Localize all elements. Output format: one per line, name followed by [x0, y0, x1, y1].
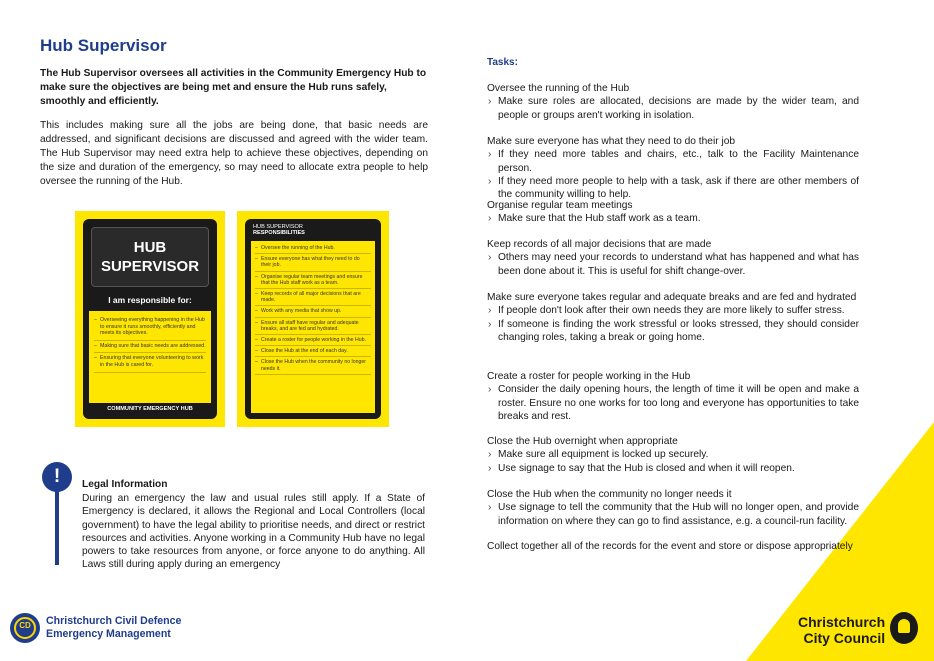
intro-paragraph: This includes making sure all the jobs are being done, that basic needs are addressed, and significant decisions are discussed and agreed with the wider team. The Hub Supervisor may need extra help to achieve these objectives, depending on the size and duration of the emergency, so may need to allocate extra people to help oversee the running of the Hub.	[40, 120, 428, 187]
task-heading: Create a roster for people working in the Hub	[487, 371, 691, 382]
task-bullet: › Use signage to tell the community that the Hub will no longer open, and provide information on where they can go to find assistance, e.g. a council-run facility.	[487, 501, 859, 528]
card-footer: COMMUNITY EMERGENCY HUB	[107, 406, 193, 412]
list-item: – Ensure all staff have regular and adequate breaks, and are fed and hydrated.	[255, 318, 371, 335]
responsibilities-card	[237, 211, 389, 427]
task-bullet: › Use signage to say that the Hub is closed and when it will reopen.	[487, 462, 859, 475]
task-item	[487, 291, 859, 344]
task-item	[487, 435, 859, 475]
list-item: – Overseeing everything happening in the Hub to ensure it runs smoothly, efficiently and meets its objectives.	[94, 315, 206, 341]
task-heading: Close the Hub overnight when appropriate	[487, 436, 678, 447]
list-item: – Ensuring that everyone volunteering to work in the Hub is cared for.	[94, 353, 206, 372]
task-bullet: › If someone is finding the work stressful or looks stressed, they should consider changing roles, taking a break or going home.	[487, 318, 859, 345]
responsibility-list	[251, 241, 375, 413]
card-header-line1: HUB SUPERVISOR	[253, 224, 303, 230]
task-heading: Organise regular team meetings	[487, 200, 633, 211]
task-heading: Make sure everyone has what they need to do their job	[487, 136, 736, 147]
list-item: – Making sure that basic needs are addressed.	[94, 341, 206, 354]
legal-text: During an emergency the law and usual rules still apply. If a State of Emergency is declared, it allows the Regional and Local Controllers (local government) to have the legal ability to prioritise needs, and direct or restrict resources and activities. Anyone working in a Community Hub have no legal powers to take resources from anyone, or force anyone to do anything. All Laws still during apply during an emergency	[82, 493, 425, 571]
page-title: Hub Supervisor	[40, 36, 167, 55]
list-item: – Keep records of all major decisions that are made.	[255, 289, 371, 306]
task-item	[487, 199, 859, 226]
task-bullet: › Make sure roles are allocated, decisions are made by the wider team, and people or groups aren't working in isolation.	[487, 95, 859, 122]
responsible-heading: I am responsible for:	[108, 295, 192, 305]
role-name-line2: SUPERVISOR	[100, 258, 200, 275]
task-heading: Keep records of all major decisions that are made	[487, 239, 712, 250]
task-item	[487, 135, 859, 201]
city-council-logo-text	[798, 614, 885, 646]
list-item: – Close the Hub at the end of each day.	[255, 346, 371, 357]
list-item: – Close the Hub when the community no longer needs it.	[255, 357, 371, 374]
legal-heading: Legal Information	[82, 479, 168, 490]
tasks-heading: Tasks:	[487, 57, 518, 68]
task-heading: Make sure everyone takes regular and adequate breaks and are fed and hydrated	[487, 292, 857, 303]
logo-line2: Emergency Management	[46, 628, 171, 640]
card-panel	[245, 219, 381, 419]
exclamation-icon: !	[42, 462, 72, 492]
task-bullet: › Consider the daily opening hours, the length of time it will be open and make a roster. Ensure no one works for too long and everyone has opportunities to take breaks and rest.	[487, 383, 859, 423]
task-bullet: › If they need more people to help with a task, ask if there are other members of the community willing to help.	[487, 175, 859, 202]
logo-line2: City Council	[803, 630, 886, 646]
card-panel	[83, 219, 217, 419]
task-bullet: › If people don't look after their own needs they are more likely to suffer stress.	[487, 304, 859, 317]
task-item	[487, 488, 859, 528]
task-heading: Oversee the running of the Hub	[487, 83, 630, 94]
task-item	[487, 238, 859, 278]
list-item: – Work with any media that show up.	[255, 306, 371, 317]
task-bullet: › Make sure that the Hub staff work as a team.	[487, 212, 859, 225]
task-item	[487, 82, 859, 122]
civil-defence-logo-text	[46, 615, 181, 641]
card-header	[253, 224, 305, 237]
task-bullet: › Make sure all equipment is locked up securely.	[487, 448, 859, 461]
logo-line1: Christchurch Civil Defence	[46, 615, 182, 627]
task-heading: Close the Hub when the community no longer needs it	[487, 489, 732, 500]
task-heading: Collect together all of the records for the event and store or dispose appropriately	[487, 541, 853, 552]
list-item: – Oversee the running of the Hub.	[255, 243, 371, 254]
list-item: – Organise regular team meetings and ensure that the Hub staff work as a team.	[255, 272, 371, 289]
legal-divider	[55, 490, 59, 565]
logo-line1: Christchurch	[798, 614, 886, 630]
task-item	[487, 540, 859, 553]
role-name-line1: HUB	[133, 239, 167, 256]
hub-supervisor-card	[75, 211, 225, 427]
list-item: – Ensure everyone has what they need to do their job.	[255, 254, 371, 271]
civil-defence-logo-icon	[10, 613, 40, 643]
list-item: – Create a roster for people working in the Hub.	[255, 335, 371, 346]
card-header-line2: RESPONSIBILITIES	[253, 230, 305, 237]
lead-paragraph: The Hub Supervisor oversees all activities in the Community Emergency Hub to make sure the objectives are being met and ensure the Hub runs safely, smoothly and efficiently.	[40, 68, 427, 107]
responsibility-list	[89, 311, 211, 403]
task-bullet: › Others may need your records to understand what has happened and what has been done about it. This is useful for shift change-over.	[487, 251, 859, 278]
city-council-logo-icon	[890, 612, 918, 644]
logo-mark: CD	[19, 621, 31, 630]
role-name-box	[91, 227, 209, 287]
task-item	[487, 370, 859, 423]
task-bullet: › If they need more tables and chairs, etc., talk to the Facility Maintenance person.	[487, 148, 859, 175]
